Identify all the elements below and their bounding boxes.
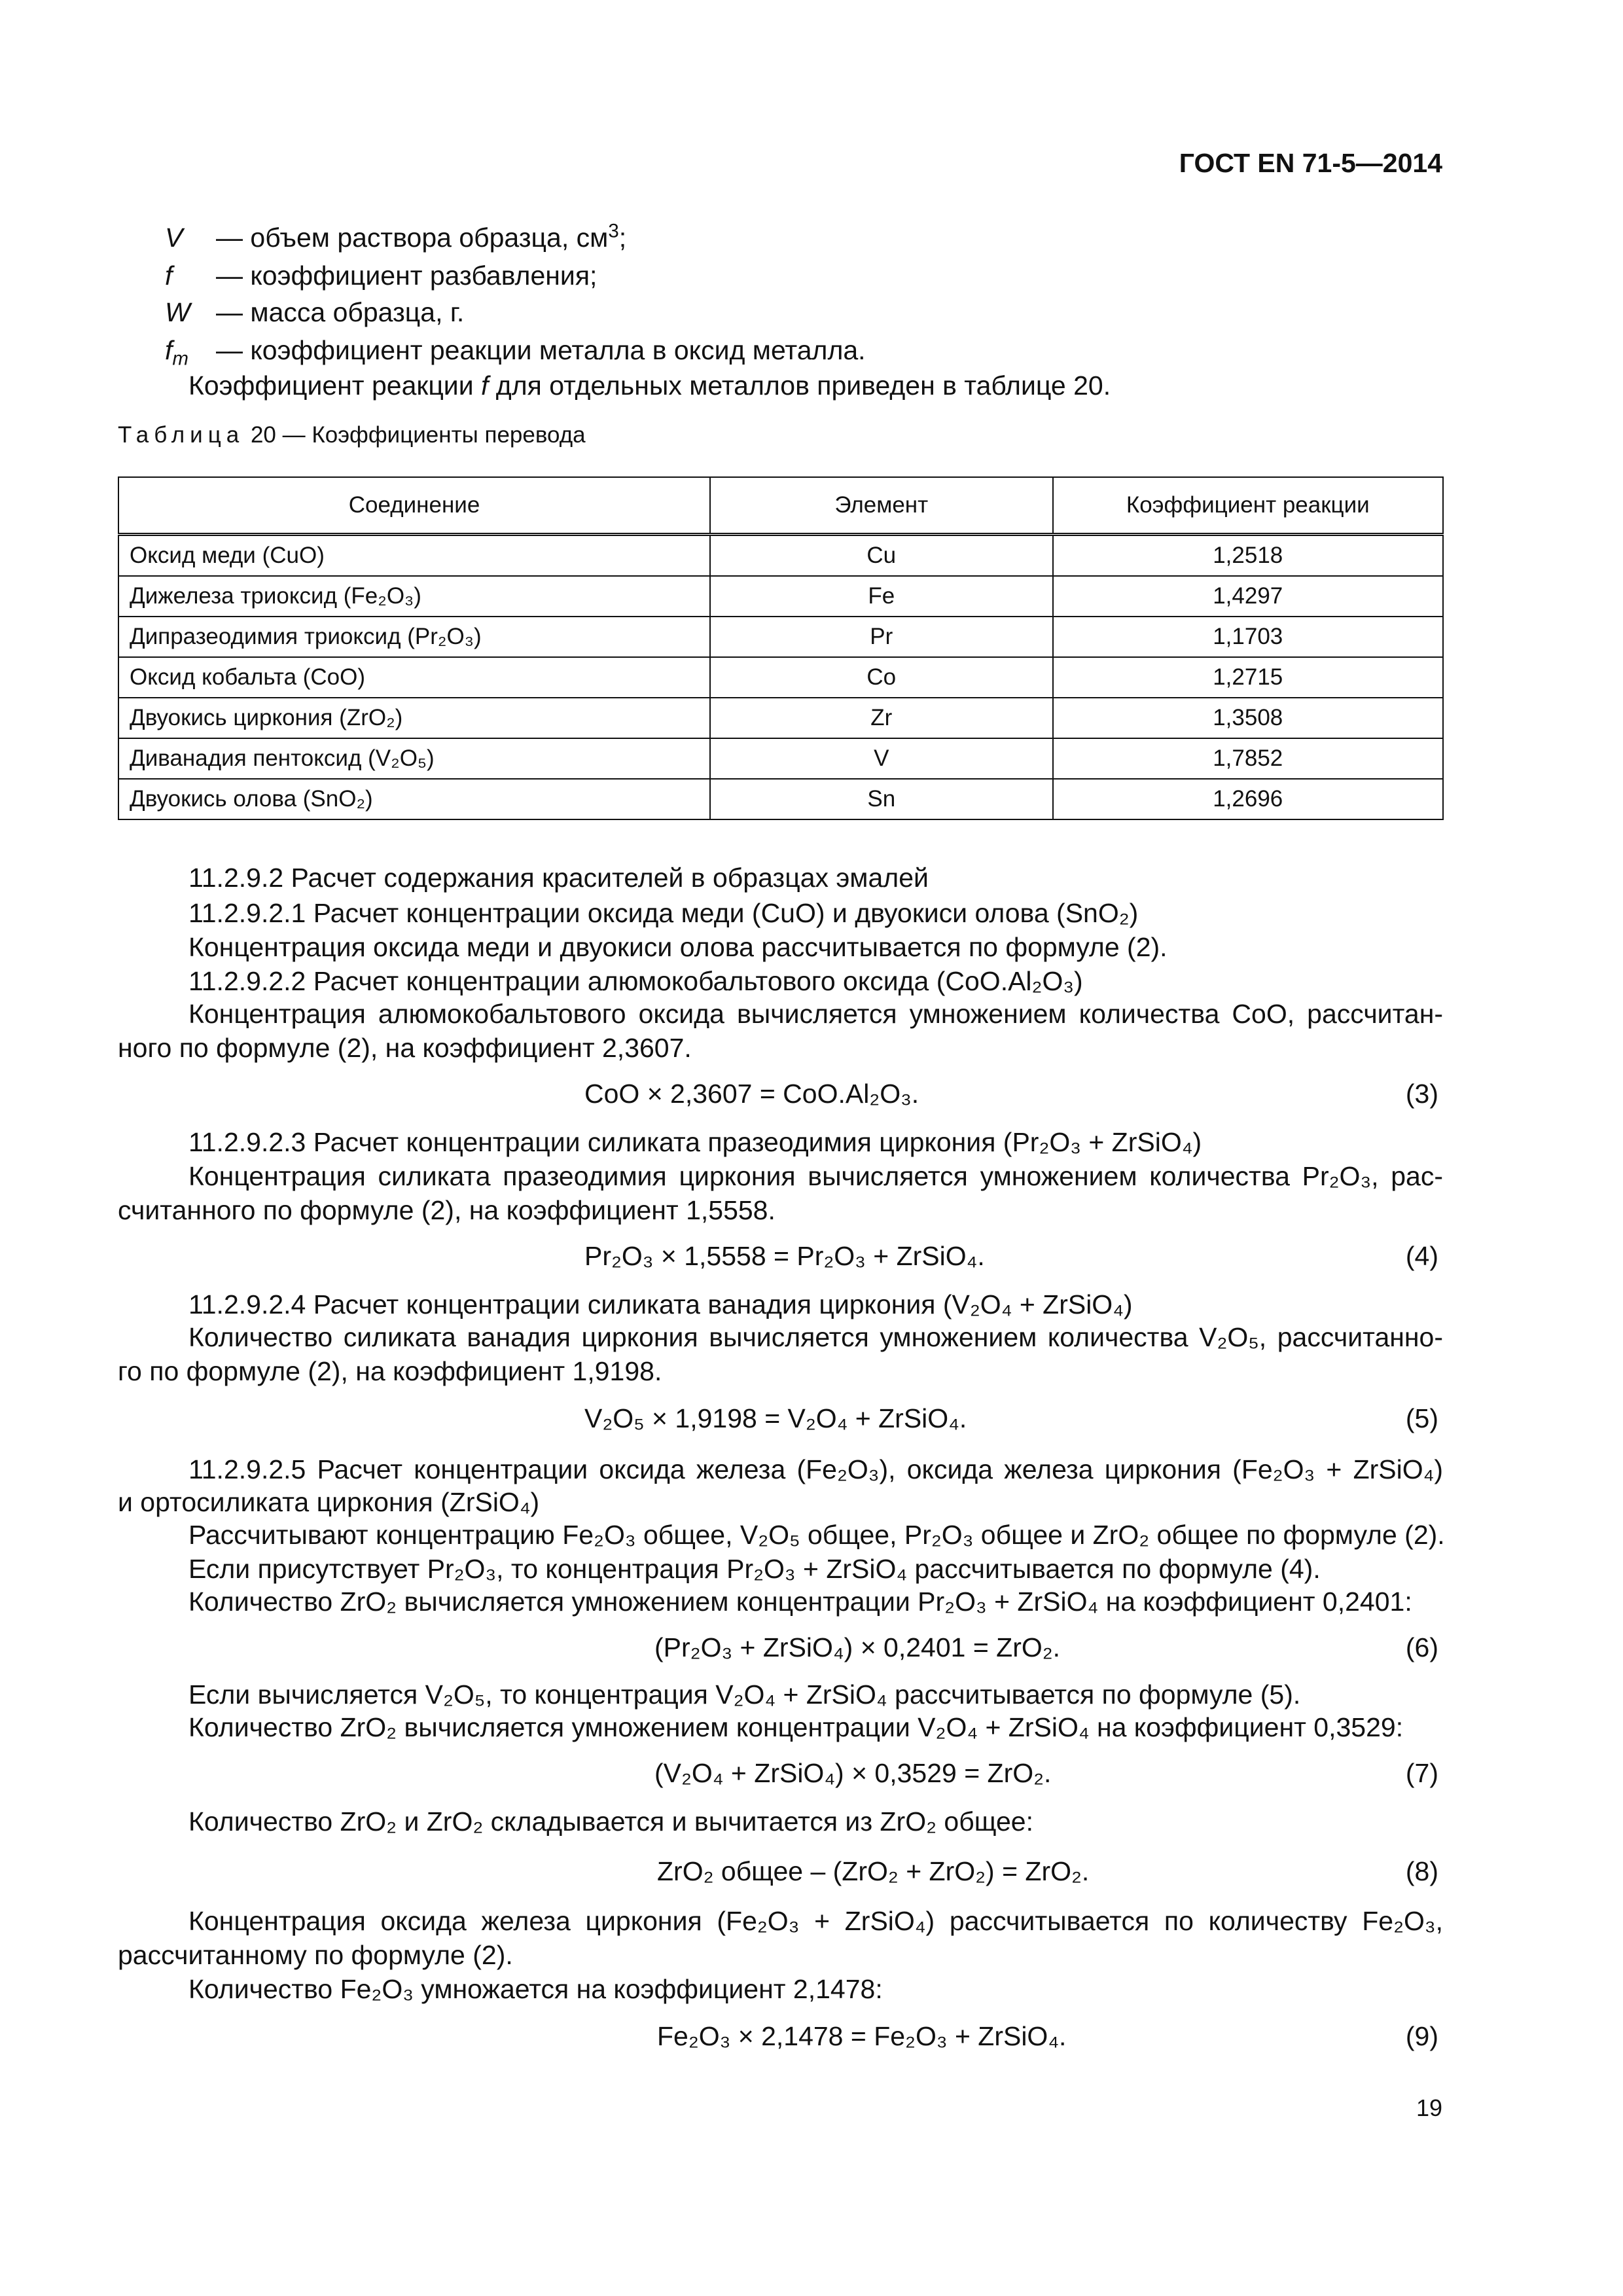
compound-cell: Диванадия пентоксид (V₂O₅) — [118, 738, 710, 779]
section-heading: 11.2.9.2.4 Расчет концентрации силиката ванадия циркония (V₂O₄ + ZrSiO₄) — [188, 1289, 1133, 1319]
formula-number: (6) — [1405, 1632, 1438, 1662]
definition-text: — коэффициент реакции металла в оксид металла. — [216, 335, 866, 365]
formula-number: (7) — [1405, 1758, 1438, 1788]
formula-9: Fe₂O₃ × 2,1478 = Fe₂O₃ + ZrSiO₄. — [657, 2021, 1067, 2051]
definition-text: — масса образца, г. — [216, 297, 465, 327]
table-header-cell: Элемент — [710, 477, 1052, 535]
formula-4: Pr₂O₃ × 1,5558 = Pr₂O₃ + ZrSiO₄. — [584, 1241, 985, 1271]
section-heading: 11.2.9.2 Расчет содержания красителей в образцах эмалей — [188, 863, 929, 893]
paragraph: Если присутствует Pr₂O₃, то концентрация Pr₂O₃ + ZrSiO₄ рассчитывается по формуле (4). — [188, 1554, 1321, 1584]
element-cell: Cu — [710, 535, 1052, 577]
formula-6: (Pr₂O₃ + ZrSiO₄) × 0,2401 = ZrO₂. — [654, 1632, 1061, 1662]
table-caption: Таблица 20 — Коэффициенты перевода — [118, 422, 586, 448]
coefficient-cell: 1,7852 — [1053, 738, 1443, 779]
table-header-cell: Коэффициент реакции — [1053, 477, 1443, 535]
element-cell: Zr — [710, 698, 1052, 738]
paragraph: Концентрация оксида меди и двуокиси олова рассчитывается по формуле (2). — [188, 932, 1168, 962]
section-heading: и ортосиликата циркония (ZrSiO₄) — [118, 1487, 540, 1517]
coefficient-cell: 1,2518 — [1053, 535, 1443, 577]
coefficient-cell: 1,1703 — [1053, 617, 1443, 657]
paragraph: Концентрация алюмокобальтового оксида вычисляется умножением количества CoO, рассчитан- — [188, 999, 1443, 1029]
definition-text: — коэффициент разбавления; — [216, 260, 597, 291]
definition-symbol: W — [165, 297, 190, 327]
formula-number: (4) — [1405, 1241, 1438, 1271]
definition-symbol: $f_m$ — [165, 335, 188, 370]
formula-5: V₂O₅ × 1,9198 = V₂O₄ + ZrSiO₄. — [584, 1403, 967, 1433]
table-header-row — [118, 477, 1443, 535]
paragraph: ного по формуле (2), на коэффициент 2,3607. — [118, 1033, 692, 1063]
formula-number: (9) — [1405, 2021, 1438, 2051]
table-row — [118, 738, 1443, 779]
coefficient-cell: 1,3508 — [1053, 698, 1443, 738]
formula-number: (5) — [1405, 1403, 1438, 1433]
formula-8: ZrO₂ общее – (ZrO₂ + ZrO₂) = ZrO₂. — [657, 1856, 1090, 1886]
coefficients-table — [118, 476, 1444, 820]
document-id-header: ГОСТ EN 71-5—2014 — [1179, 148, 1442, 178]
compound-cell: Дижелеза триоксид (Fe₂O₃) — [118, 576, 710, 617]
paragraph: Количество Fe₂O₃ умножается на коэффициент 2,1478: — [188, 1974, 883, 2004]
section-heading: 11.2.9.2.5 Расчет концентрации оксида железа (Fe₂O₃), оксида железа циркония (Fe₂O₃ + ZrSiO₄) — [188, 1454, 1443, 1484]
coefficient-cell: 1,2696 — [1053, 779, 1443, 819]
definition-text: — объем раствора образца, $см^3$; — [216, 220, 627, 253]
section-heading: 11.2.9.2.3 Расчет концентрации силиката празеодимия циркония (Pr₂O₃ + ZrSiO₄) — [188, 1127, 1202, 1157]
intro-sentence: Коэффициент реакции f для отдельных металлов приведен в таблице 20. — [188, 370, 1111, 401]
formula-number: (3) — [1405, 1079, 1438, 1109]
element-cell: Fe — [710, 576, 1052, 617]
page-number: 19 — [1416, 2094, 1442, 2121]
coefficient-cell: 1,4297 — [1053, 576, 1443, 617]
element-cell: Pr — [710, 617, 1052, 657]
paragraph: рассчитанному по формуле (2). — [118, 1940, 513, 1970]
paragraph: Количество ZrO₂ вычисляется умножением концентрации V₂O₄ + ZrSiO₄ на коэффициент 0,3529: — [188, 1712, 1404, 1742]
section-heading: 11.2.9.2.2 Расчет концентрации алюмокобальтового оксида (CoO.Al₂O₃) — [188, 966, 1083, 996]
paragraph: Концентрация силиката празеодимия циркония вычисляется умножением количества Pr₂O₃, рас- — [188, 1161, 1443, 1191]
element-cell: Co — [710, 657, 1052, 698]
table-row — [118, 535, 1443, 577]
definition-symbol: f — [165, 260, 173, 291]
table-row — [118, 576, 1443, 617]
formula-3: CoO × 2,3607 = CoO.Al₂O₃. — [584, 1079, 919, 1109]
table-row — [118, 698, 1443, 738]
definition-symbol: V — [165, 223, 183, 253]
compound-cell: Оксид меди (CuO) — [118, 535, 710, 577]
coefficient-cell: 1,2715 — [1053, 657, 1443, 698]
paragraph: Если вычисляется V₂O₅, то концентрация V₂O₄ + ZrSiO₄ рассчитывается по формуле (5). — [188, 1679, 1301, 1710]
compound-cell: Двуокись олова (SnO₂) — [118, 779, 710, 819]
table-row — [118, 779, 1443, 819]
compound-cell: Оксид кобальта (CoO) — [118, 657, 710, 698]
paragraph: го по формуле (2), на коэффициент 1,9198. — [118, 1356, 662, 1386]
paragraph: Количество ZrO₂ и ZrO₂ складывается и вычитается из ZrO₂ общее: — [188, 1806, 1033, 1837]
paragraph: Количество ZrO₂ вычисляется умножением концентрации Pr₂O₃ + ZrSiO₄ на коэффициент 0,2401: — [188, 1587, 1412, 1617]
paragraph: Рассчитывают концентрацию Fe₂O₃ общее, V₂O₅ общее, Pr₂O₃ общее и ZrO₂ общее по формуле (2). — [188, 1520, 1445, 1550]
formula-7: (V₂O₄ + ZrSiO₄) × 0,3529 = ZrO₂. — [654, 1758, 1052, 1788]
section-heading: 11.2.9.2.1 Расчет концентрации оксида меди (CuO) и двуокиси олова (SnO₂) — [188, 898, 1139, 928]
compound-cell: Дипразеодимия триоксид (Pr₂O₃) — [118, 617, 710, 657]
table-header-cell: Соединение — [118, 477, 710, 535]
element-cell: V — [710, 738, 1052, 779]
paragraph: считанного по формуле (2), на коэффициент 1,5558. — [118, 1195, 776, 1225]
table-row — [118, 657, 1443, 698]
paragraph: Концентрация оксида железа циркония (Fe₂O₃ + ZrSiO₄) рассчитывается по количеству Fe₂O₃, — [188, 1906, 1443, 1936]
formula-number: (8) — [1405, 1856, 1438, 1886]
compound-cell: Двуокись циркония (ZrO₂) — [118, 698, 710, 738]
paragraph: Количество силиката ванадия циркония вычисляется умножением количества V₂O₅, рассчитанно- — [188, 1322, 1443, 1352]
element-cell: Sn — [710, 779, 1052, 819]
table-row — [118, 617, 1443, 657]
